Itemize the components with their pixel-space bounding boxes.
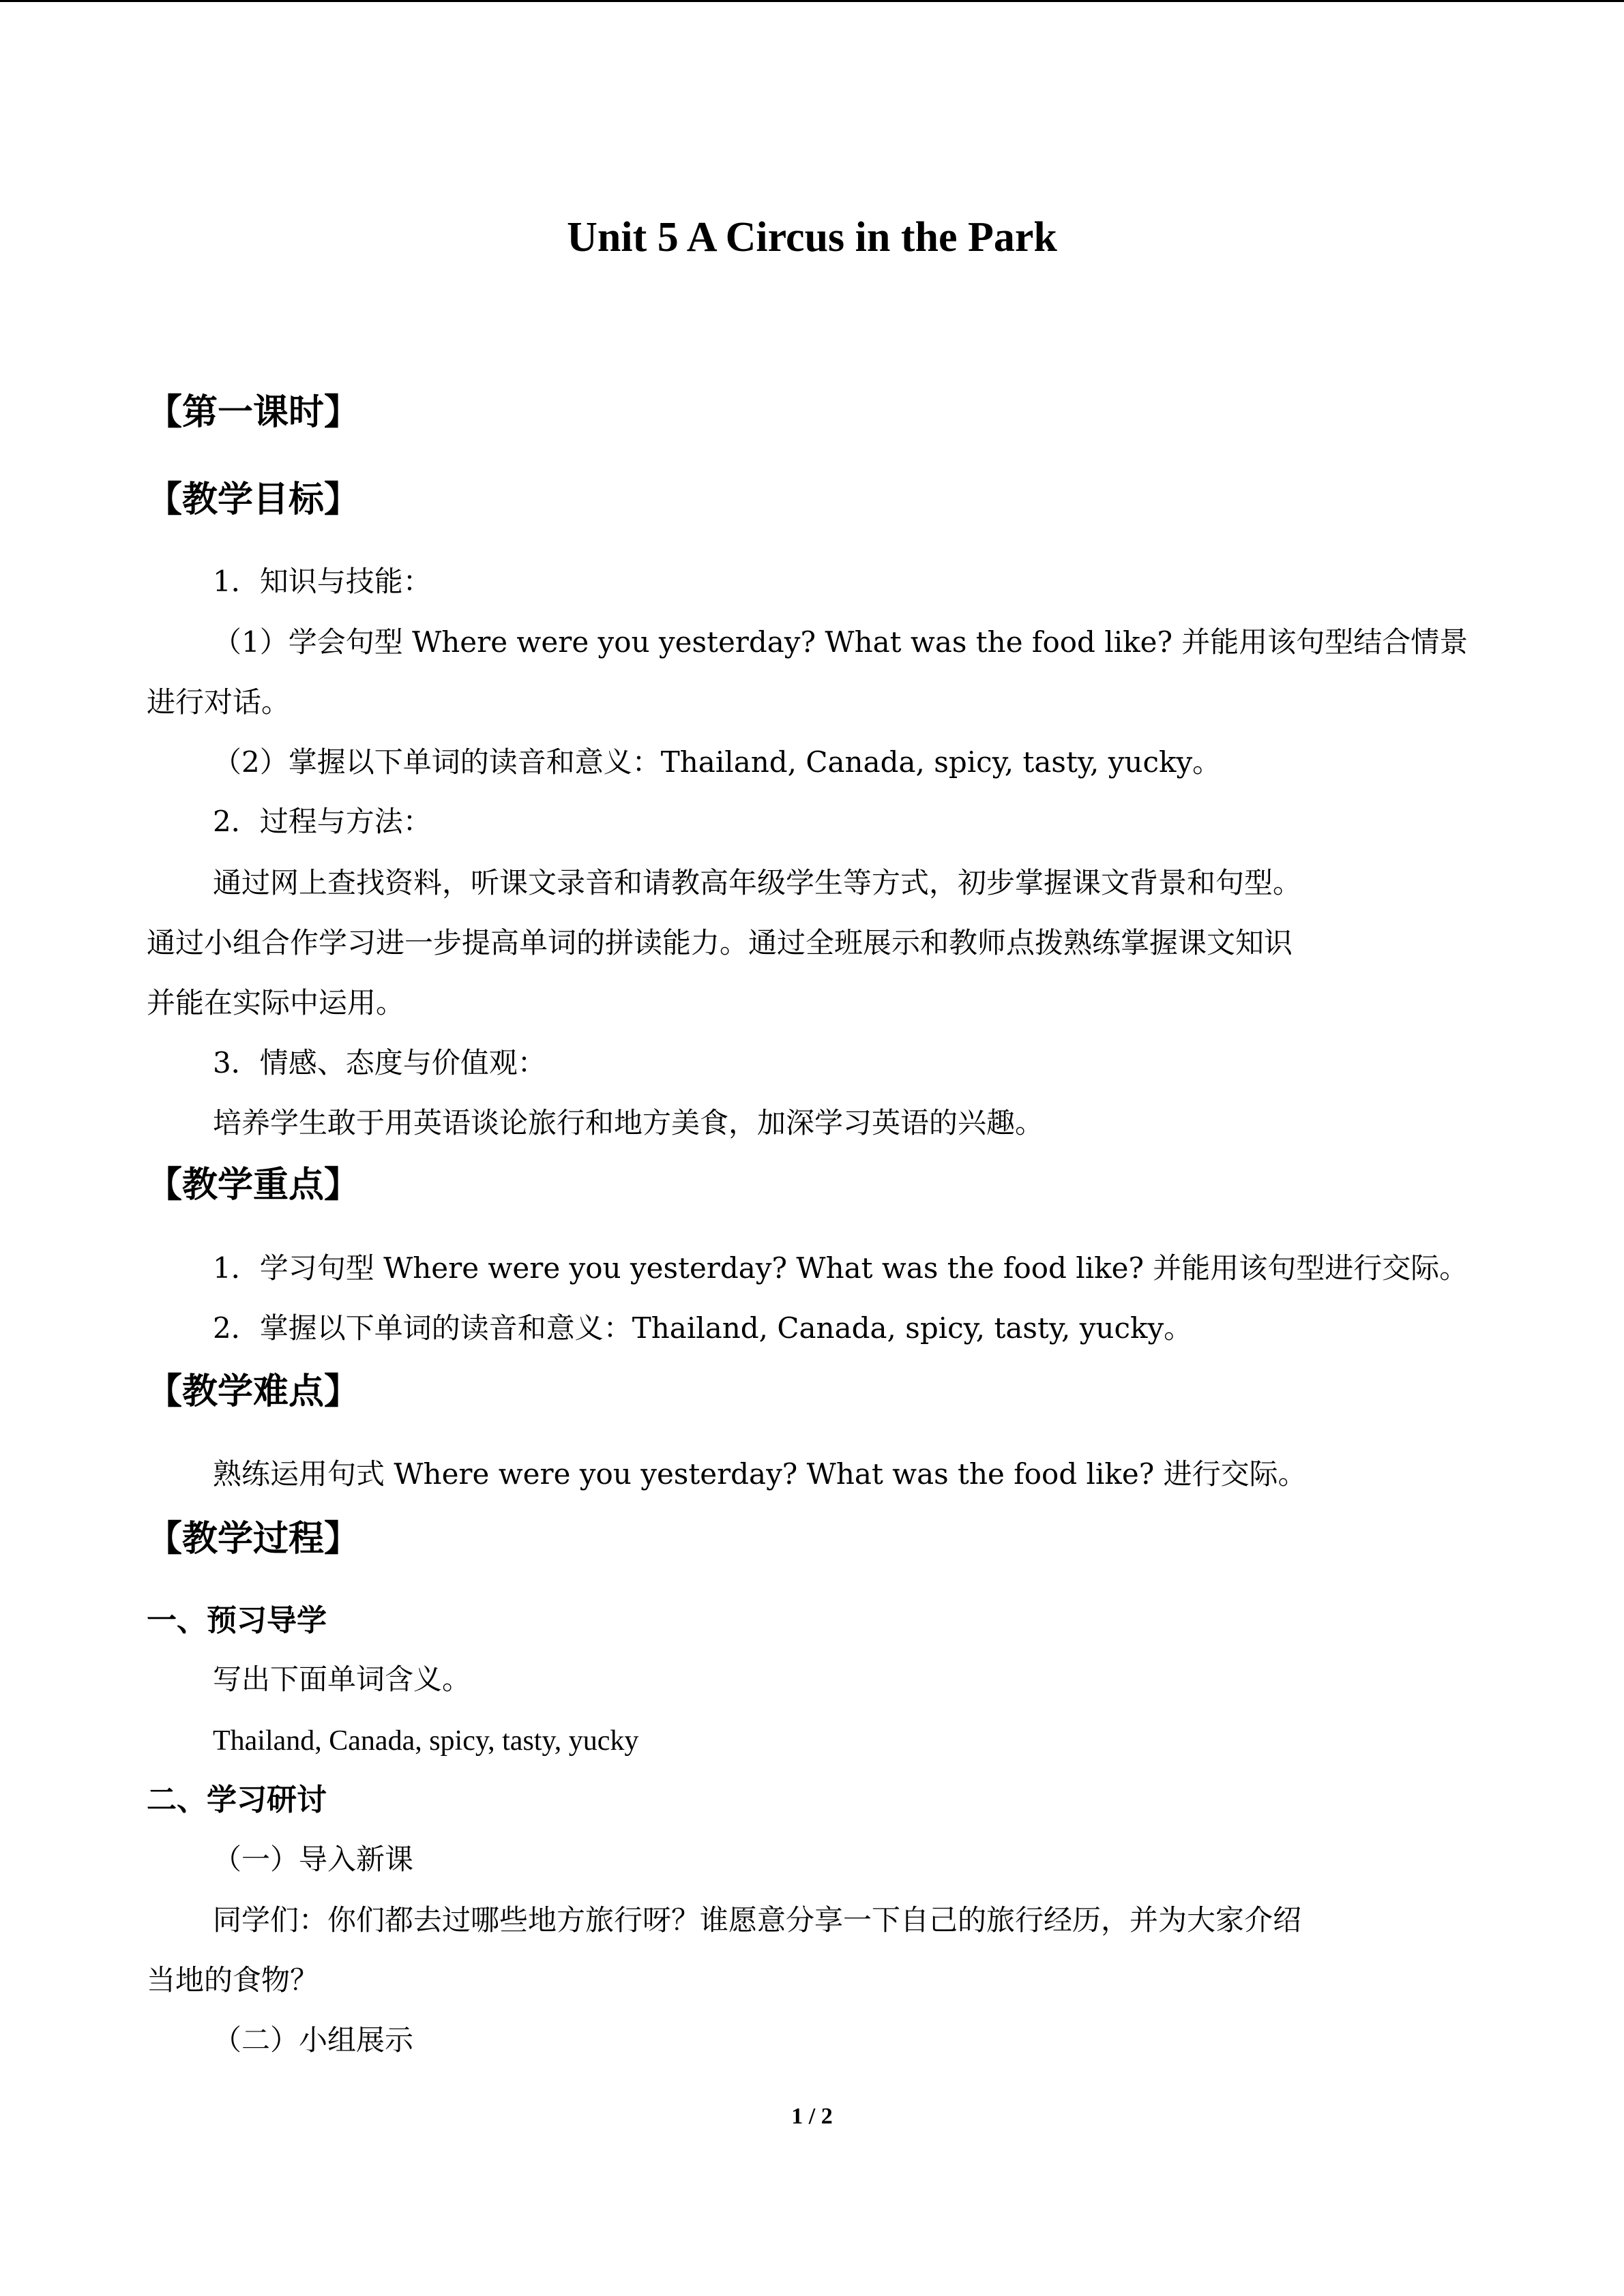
heading-difficulties: 【教学难点】: [147, 1371, 360, 1412]
keypoint-2: 2．掌握以下单词的读音和意义：Thailand, Canada, spicy, tasty, yucky。: [213, 1311, 1193, 1345]
heading-process: 【教学过程】: [147, 1519, 360, 1560]
top-border: [0, 0, 1624, 2]
section-2-text-line1: 同学们：你们都去过哪些地方旅行呀？谁愿意分享一下自己的旅行经历，并为大家介绍: [213, 1903, 1302, 1937]
page-title: Unit 5 A Circus in the Park: [567, 214, 1057, 260]
keypoint-1: 1．学习句型 Where were you yesterday? What was the food like? 并能用该句型进行交际。: [213, 1251, 1468, 1285]
heading-keypoints: 【教学重点】: [147, 1165, 360, 1206]
objective-3-label: 3．情感、态度与价值观：: [213, 1046, 546, 1079]
section-1-heading: 一、预习导学: [147, 1603, 327, 1638]
section-2-heading: 二、学习研讨: [147, 1783, 327, 1817]
objective-2-line3: 并能在实际中运用。: [147, 986, 405, 1019]
objective-2-line1: 通过网上查找资料，听课文录音和请教高年级学生等方式，初步掌握课文背景和句型。: [213, 866, 1302, 899]
objective-3-text: 培养学生敢于用英语谈论旅行和地方美食，加深学习英语的兴趣。: [213, 1106, 1044, 1139]
heading-lesson: 【第一课时】: [147, 392, 360, 433]
objective-2-label: 2．过程与方法：: [213, 805, 432, 838]
objective-1a-line2: 进行对话。: [147, 685, 291, 719]
section-2-part-2: （二）小组展示: [213, 2023, 414, 2057]
section-1-instruction: 写出下面单词含义。: [213, 1663, 471, 1696]
objective-1a-line1: （1）学会句型 Where were you yesterday? What was the food like? 并能用该句型结合情景: [213, 625, 1468, 659]
objective-1b: （2）掌握以下单词的读音和意义：Thailand, Canada, spicy, tasty, yucky。: [213, 745, 1222, 779]
section-1-words: Thailand, Canada, spicy, tasty, yucky: [213, 1725, 639, 1757]
page-number: 1 / 2: [791, 2104, 833, 2129]
section-2-text-line2: 当地的食物？: [147, 1963, 319, 1997]
section-2-part-1: （一）导入新课: [213, 1843, 414, 1876]
objective-1-label: 1．知识与技能：: [213, 565, 432, 598]
heading-objectives: 【教学目标】: [147, 479, 360, 520]
difficulty-text: 熟练运用句式 Where were you yesterday? What was the food like? 进行交际。: [213, 1457, 1307, 1491]
objective-2-line2: 通过小组合作学习进一步提高单词的拼读能力。通过全班展示和教师点拨熟练掌握课文知识: [147, 926, 1293, 959]
